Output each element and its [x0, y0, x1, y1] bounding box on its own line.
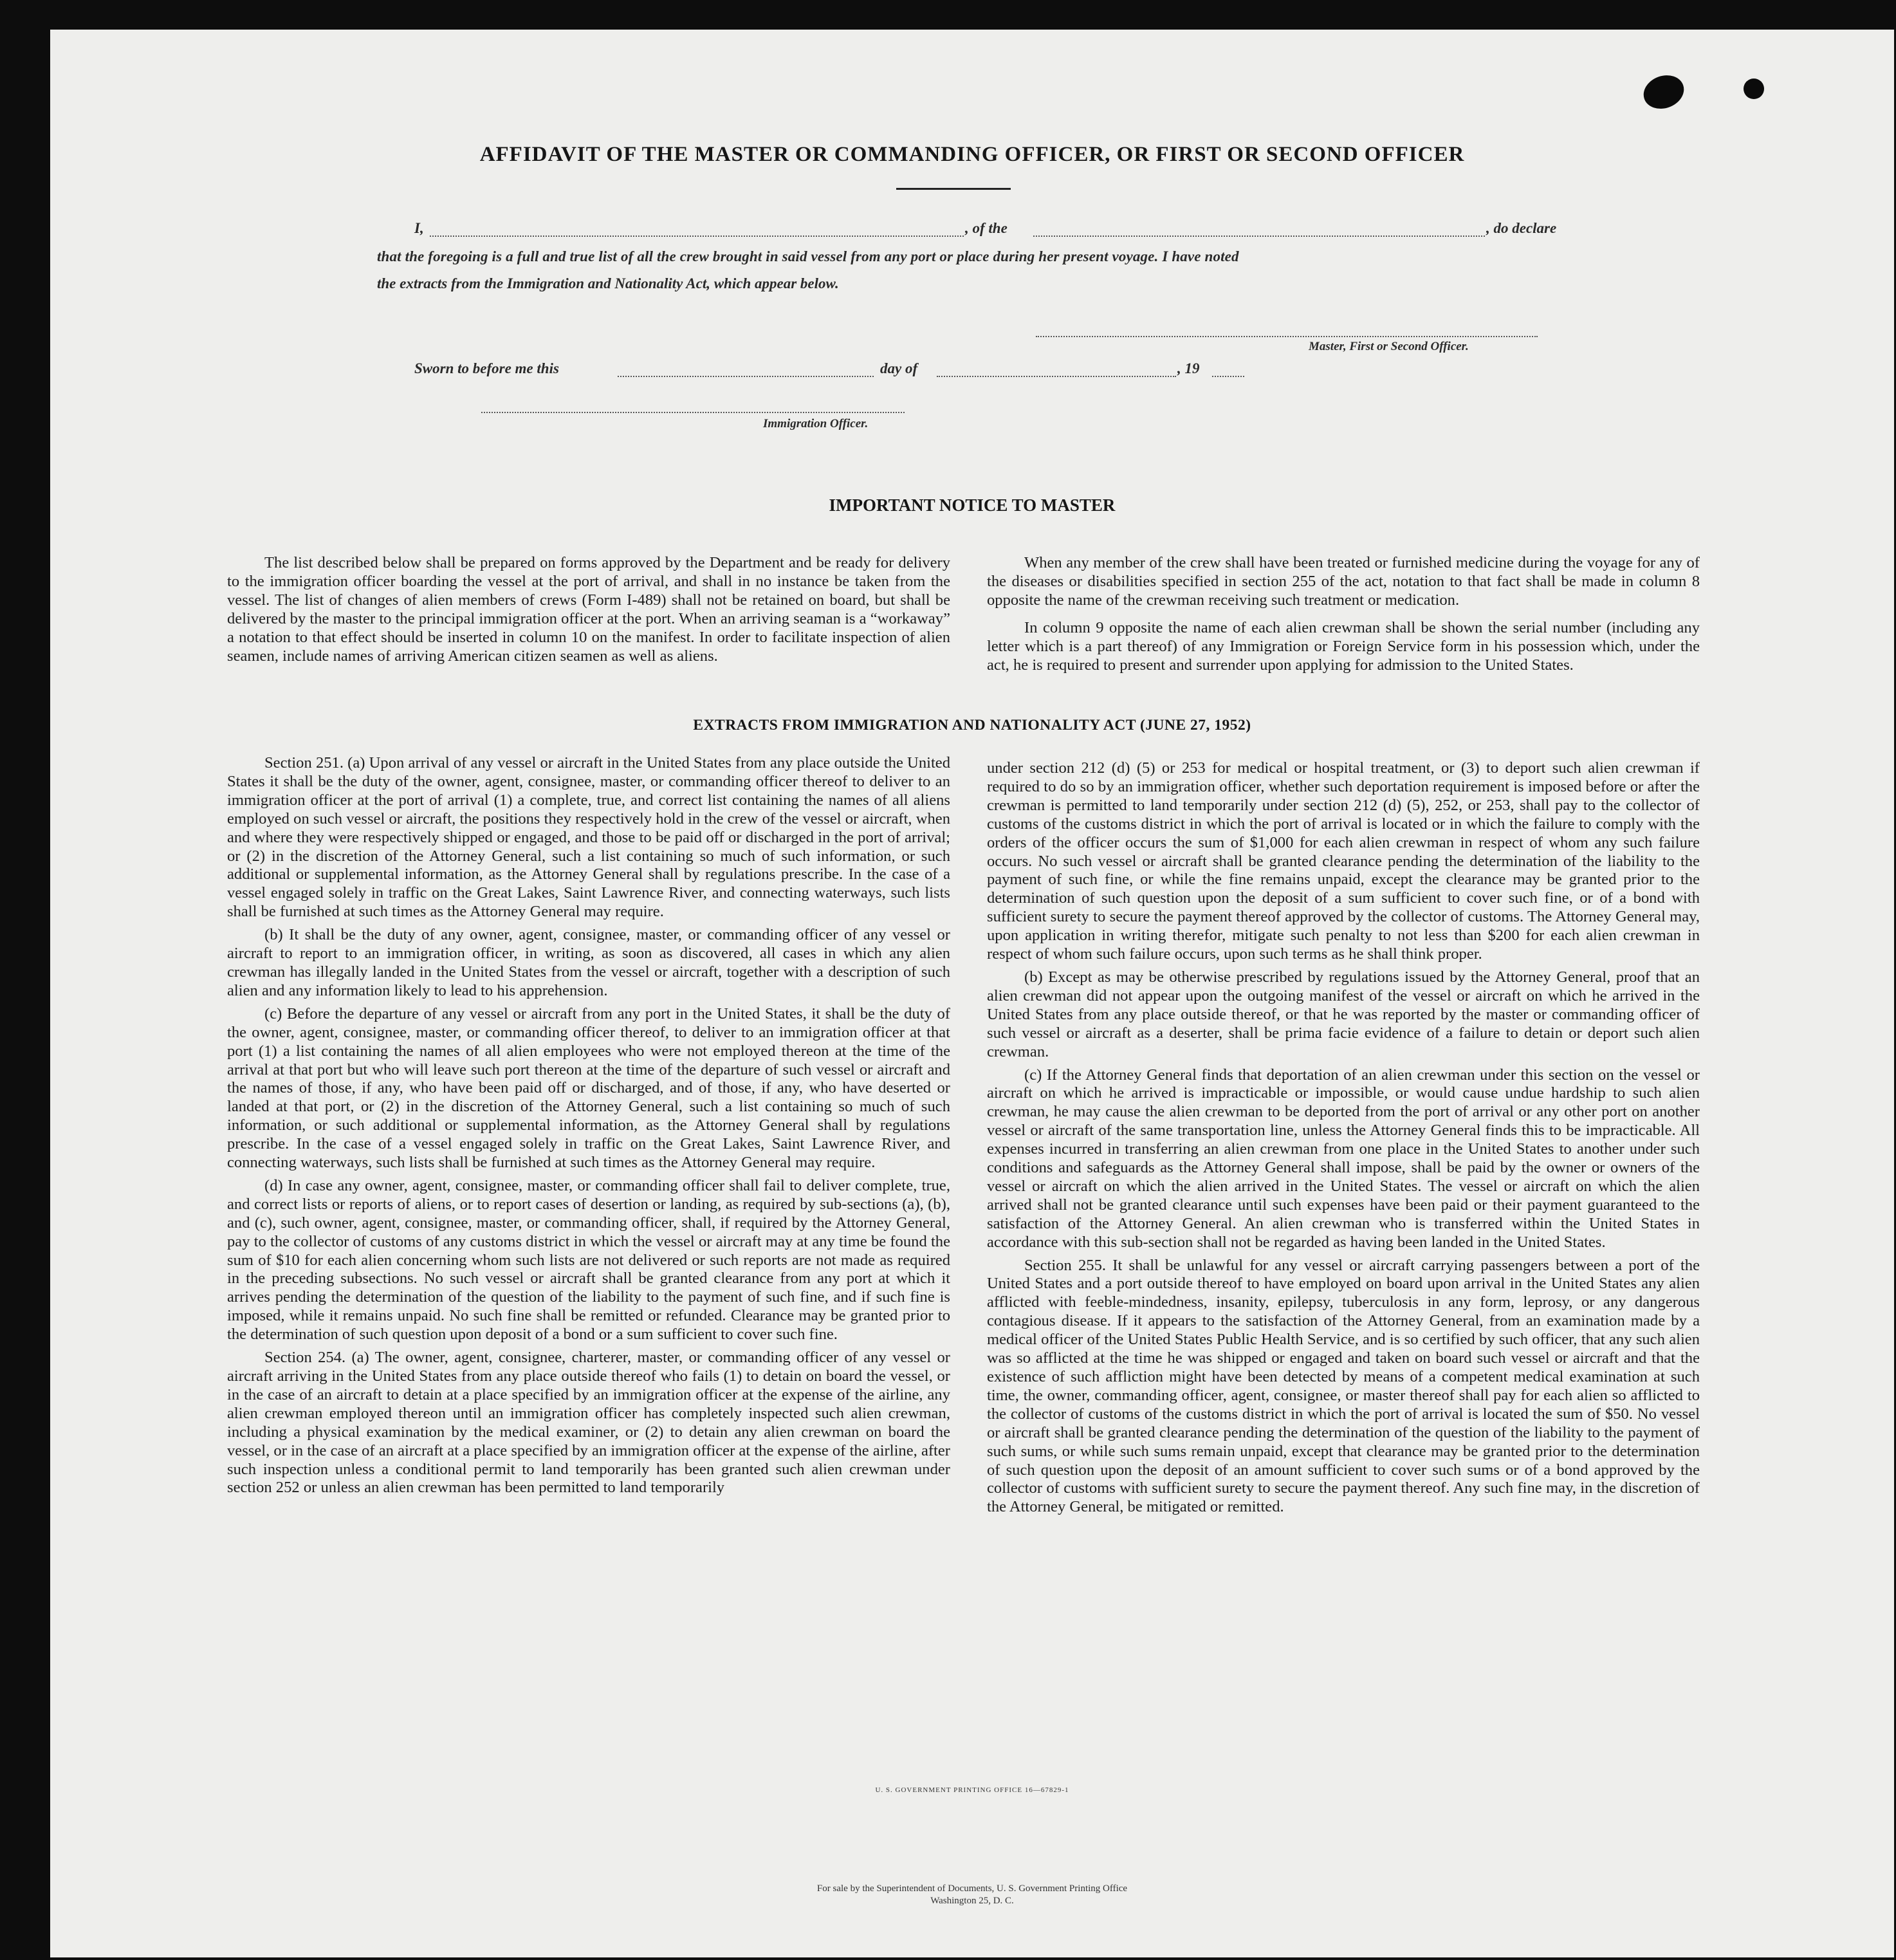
affidavit-i: I, — [414, 220, 424, 236]
sworn-month-blank[interactable] — [937, 376, 1176, 377]
section-251-d: (d) In case any owner, agent, consignee, master, or commanding officer shall fail to deliver complete, true, and correct lists or reports of aliens, or to report cases of desertion or landing, as required by sub-sections (a), (b), and (c), such owner, agent, consignee, master, or commanding officer, shall, if required by the Attorney General, pay to the collector of customs of any customs district in which the vessel or aircraft may at any time be found the sum of $10 for each alien concerning whom such lists are not delivered or such reports are not made as required in the preceding subsections. No such vessel or aircraft shall be granted clearance from any port at which it arrives pending the determination of the question of the liability to the payment of such fine, and if such fine is imposed, while it remains unpaid. No such fine shall be remitted or refunded. Clearance may be granted prior to the determination of such question upon deposit of a bond or a sum sufficient to cover such fine. — [227, 1176, 950, 1344]
section-251-a: Section 251. (a) Upon arrival of any vessel or aircraft in the United States from any place outside the United States it shall be the duty of the owner, agent, consignee, master, or commanding officer thereof to deliver to an immigration officer at the port of arrival (1) a complete, true, and correct list containing the names of all aliens employed on such vessel or aircraft, the positions they respectively hold in the crew of the vessel or aircraft, when and where they were respectively shipped or engaged, and those to be paid off or discharged in the port of arrival; or (2) in the discretion of the Attorney General, such a list containing so much of such information, or such additional or supplemental information, as the Attorney General shall by regulations prescribe. In the case of a vessel engaged solely in traffic on the Great Lakes, Saint Lawrence River, and connecting waterways, such lists shall be furnished at such times as the Attorney General may require. — [227, 754, 950, 921]
name-blank[interactable] — [430, 236, 964, 237]
affidavit-title: AFFIDAVIT OF THE MASTER OR COMMANDING OFFICER, OR FIRST OR SECOND OFFICER — [479, 143, 1465, 166]
extracts-right-column — [987, 759, 1700, 1517]
affidavit-of-the: , of the — [965, 220, 1008, 236]
extracts-left-column — [227, 754, 950, 1497]
printer-line: U. S. GOVERNMENT PRINTING OFFICE 16—67829-1 — [875, 1786, 1069, 1794]
section-254-a: Section 254. (a) The owner, agent, consignee, charterer, master, or commanding officer of any vessel or aircraft arriving in the United States from any place outside thereof who fails (1) to detain on board the vessel, or in the case of an aircraft to detain at a place specified by an immigration officer at the expense of the airline, any alien crewman employed thereon until an immigration officer has completely inspected such alien crewman, including a physical examination by the medical examiner, or (2) to detain any alien crewman on board the vessel, or in the case of an aircraft at a place specified by an immigration officer at the expense of the airline, after such inspection unless a conditional permit to land temporarily has been granted such alien crewman under section 252 or unless an alien crewman has been permitted to land temporarily — [227, 1349, 950, 1497]
sworn-day-blank[interactable] — [618, 376, 874, 377]
punch-hole-right — [1744, 79, 1764, 99]
notice-right-paragraph-1: When any member of the crew shall have been treated or furnished medicine during the voyage for any of the diseases or disabilities specified in section 255 of the act, notation to that fact shall be made in column 8 opposite the name of the crewman receiving such treatment or medication. — [987, 554, 1700, 609]
section-254-a-continued: under section 212 (d) (5) or 253 for medical or hospital treatment, or (3) to deport such alien crewman if required to do so by an immigration officer, whether such deportation requirement is imposed before or after the crewman is permitted to land temporarily under section 212 (d) (5), 252, or 253, shall pay to the collector of customs of the customs district in which the port of arrival is located or in which the failure to comply with the orders of the officer occurs the sum of $1,000 for each alien crewman in respect of whom any such failure occurs. No such vessel or aircraft shall be granted clearance pending the determination of the liability to the payment of such fine, or while the fine remains unpaid, except the clearance may be granted prior to the determination of such question upon the deposit of a sum sufficient to cover such fine, or of a bond with sufficient surety to secure the payment thereof approved by the collector of customs. The Attorney General may, upon application in writing therefor, mitigate such penalty to not less than $200 for each alien crewman in respect of whom such failure occurs, upon such terms as he shall think proper. — [987, 759, 1700, 963]
affidavit-line2: that the foregoing is a full and true list of all the crew brought in said vessel from any port or place during her present voyage. I have noted — [377, 248, 1239, 264]
section-254-b: (b) Except as may be otherwise prescribed by regulations issued by the Attorney General, proof that an alien crewman did not appear upon the outgoing manifest of the vessel or aircraft on which he arrived in the United States from any place outside thereof, or that he was reported by the master or commanding officer of such vessel or aircraft as a deserter, shall be prima facie evidence of a failure to detain or deport such alien crewman. — [987, 968, 1700, 1060]
notice-left-paragraph: The list described below shall be prepared on forms approved by the Department and be ready for delivery to the immigration officer boarding the vessel at the port of arrival, and shall in no instance be taken from the vessel. The list of changes of alien members of crews (Form I-489) shall not be retained on board, but shall be delivered by the master to the principal immigration officer at the port. When an arriving seaman is a “workaway” a notation to that effect should be inserted in column 10 on the manifest. In order to facilitate inspection of alien seamen, include names of arriving American citizen seamen as well as aliens. — [227, 554, 950, 665]
officer-caption: Immigration Officer. — [763, 417, 869, 430]
day-of-label: day of — [880, 360, 918, 376]
notice-right-paragraph-2: In column 9 opposite the name of each alien crewman shall be shown the serial number (including any letter which is a part thereof) of any Immigration or Foreign Service form in his possession which, under the act, he is required to present and surrender upon applying for admission to the United States. — [987, 618, 1700, 674]
notice-title: IMPORTANT NOTICE TO MASTER — [829, 495, 1116, 515]
section-251-c: (c) Before the departure of any vessel or aircraft from any port in the United States, it shall be the duty of the owner, agent, consignee, master, or commanding officer thereof, to deliver to an immigration officer at that port (1) a list containing the names of all alien employees who were not employed thereon at the time of the arrival at that port but who will leave such port thereon at the time of the departure of such vessel or aircraft and the names of those, if any, who have been paid off or discharged, and of those, if any, who have deserted or landed at that port, or (2) in the discretion of the Attorney General, such a list containing so much of such information, or such additional or supplemental information, as the Attorney General shall by regulations prescribe. In the case of a vessel engaged solely in traffic on the Great Lakes, Saint Lawrence River, and connecting waterways, such lists shall be furnished at such times as the Attorney General may require. — [227, 1004, 950, 1172]
affidavit-declare: , do declare — [1486, 220, 1557, 236]
section-255: Section 255. It shall be unlawful for any vessel or aircraft carrying passengers between a port of the United States and a port outside thereof to have employed on board upon arrival in the United States any alien afflicted with feeble-mindedness, insanity, epilepsy, tuberculosis in any form, leprosy, or any dangerous contagious disease. If it appears to the satisfaction of the Attorney General, from an examination made by a medical officer of the United States Public Health Service, and is so certified by such officer, that any such alien was so afflicted at the time he was shipped or engaged and taken on board such vessel or aircraft and that the existence of such affliction might have been detected by means of a competent medical examination at such time, the owner, commanding officer, agent, consignee, or master thereof shall pay for each alien so afflicted to the collector of customs of the customs district in which the port of arrival is located the sum of $50. No vessel or aircraft shall be granted clearance pending the determination of the question of the liability to the payment of such sums, or while such sums remain unpaid, except that clearance may be granted prior to the determination of such question upon the deposit of an amount sufficient to cover such sums or of a bond approved by the collector of customs with sufficient surety to secure the payment thereof. Any such fine may, in the discretion of the Attorney General, be mitigated or remitted. — [987, 1256, 1700, 1516]
vessel-blank[interactable] — [1033, 236, 1485, 237]
master-caption: Master, First or Second Officer. — [1309, 340, 1469, 353]
year-label: , 19 — [1177, 360, 1200, 376]
footer-line-1: For sale by the Superintendent of Documents, U. S. Government Printing Office — [816, 1883, 1128, 1894]
punch-hole-left — [1639, 70, 1688, 115]
title-rule — [896, 188, 1011, 190]
extracts-title: EXTRACTS FROM IMMIGRATION AND NATIONALITY ACT (JUNE 27, 1952) — [693, 717, 1251, 734]
sworn-label: Sworn to before me this — [414, 360, 559, 376]
section-254-c: (c) If the Attorney General finds that deportation of an alien crewman under this section on the vessel or aircraft on which he arrived is impracticable or impossible, or would cause undue hardship to such alien crewman, he may cause the alien crewman to be deported from the port of arrival or any other port on another vessel or aircraft of the same transportation line, unless the Attorney General finds this to be impracticable. All expenses incurred in transferring an alien crewman from one place in the United States to another under such conditions and safeguards as the Attorney General shall impose, shall be paid by the owner or owners of the vessel or aircraft on which the alien arrived in the United States. The vessel or aircraft on which the alien arrived shall not be granted clearance until such expenses have been paid or their payment guaranteed to the satisfaction of the Attorney General. An alien crewman who is transferred within the United States in accordance with this sub-section shall not be regarded as having been landed in the United States. — [987, 1066, 1700, 1251]
master-signature-blank[interactable] — [1036, 336, 1538, 337]
year-blank[interactable] — [1212, 376, 1244, 377]
sale-footer — [50, 1883, 1894, 1907]
affidavit-line3: the extracts from the Immigration and Nationality Act, which appear below. — [377, 275, 839, 291]
document-page — [50, 30, 1894, 1957]
section-251-b: (b) It shall be the duty of any owner, agent, consignee, master, or commanding officer of any vessel or aircraft to report to an immigration officer, in writing, as soon as discovered, all cases in which any alien crewman has illegally landed in the United States from the vessel or aircraft, together with a description of such alien and any information likely to lead to his apprehension. — [227, 926, 950, 999]
officer-signature-blank[interactable] — [481, 412, 905, 413]
footer-line-2: Washington 25, D. C. — [930, 1896, 1014, 1906]
notice-right-column — [987, 554, 1700, 674]
notice-left-column — [227, 554, 950, 665]
